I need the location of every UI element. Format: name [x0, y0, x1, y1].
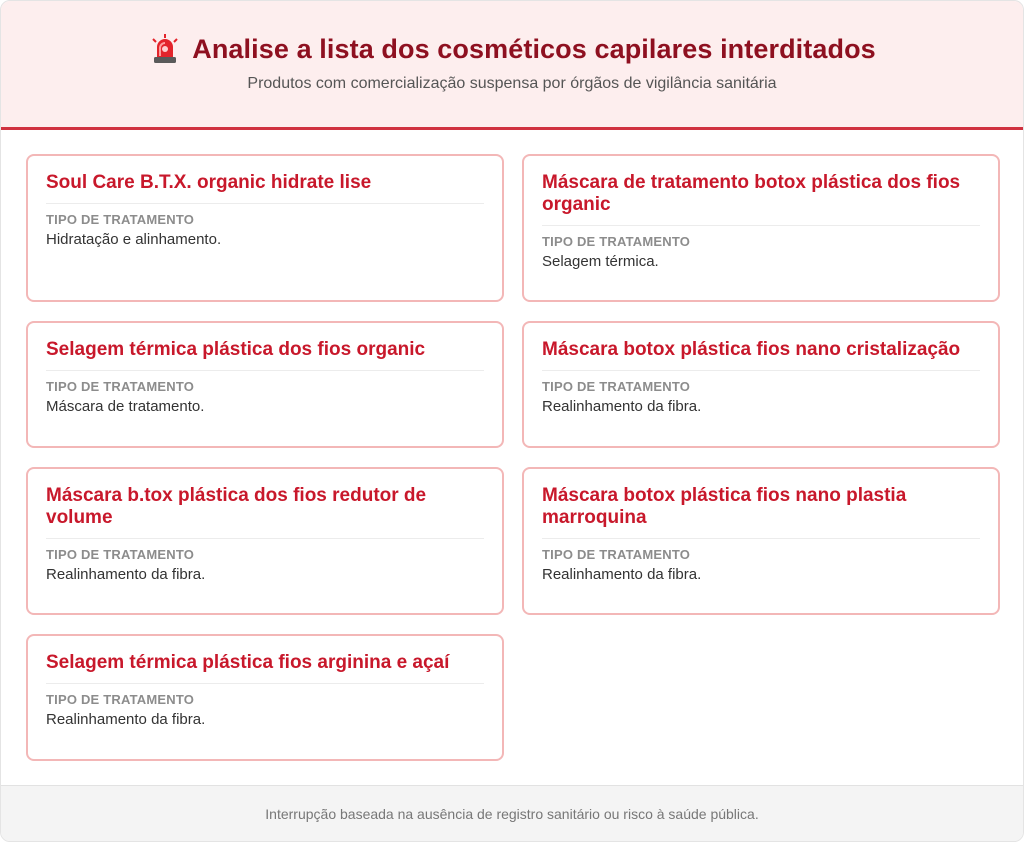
product-name: Máscara de tratamento botox plástica dos fios organic [542, 172, 980, 226]
product-card [26, 634, 504, 761]
page-header [1, 1, 1023, 130]
field-label: TIPO DE TRATAMENTO [46, 379, 195, 394]
treatment-value: Realinhamento da fibra. [46, 566, 206, 583]
product-name: Selagem térmica plástica fios arginina e açaí [46, 652, 484, 684]
product-name: Máscara botox plástica fios nano plastia marroquina [542, 485, 980, 539]
field-label: TIPO DE TRATAMENTO [46, 547, 195, 562]
product-card [522, 321, 1000, 448]
field-label: TIPO DE TRATAMENTO [542, 234, 691, 249]
treatment-value: Hidratação e alinhamento. [46, 231, 222, 248]
product-card [26, 321, 504, 448]
product-card [522, 467, 1000, 615]
treatment-value: Realinhamento da fibra. [46, 711, 206, 728]
product-name: Máscara botox plástica fios nano cristalização [542, 339, 980, 371]
product-card [522, 154, 1000, 302]
footer-note: Interrupção baseada na ausência de registro sanitário ou risco à saúde pública. [265, 805, 759, 822]
treatment-value: Máscara de tratamento. [46, 398, 205, 415]
treatment-value: Selagem térmica. [542, 253, 659, 270]
page-title: Analise a lista dos cosméticos capilares interditados [192, 33, 876, 64]
treatment-value: Realinhamento da fibra. [542, 566, 702, 583]
field-label: TIPO DE TRATAMENTO [46, 692, 195, 707]
treatment-value: Realinhamento da fibra. [542, 398, 702, 415]
product-name: Máscara b.tox plástica dos fios redutor de volume [46, 485, 484, 539]
page-footer [1, 785, 1023, 841]
product-card [26, 154, 504, 302]
field-label: TIPO DE TRATAMENTO [542, 547, 691, 562]
product-name: Soul Care B.T.X. organic hidrate lise [46, 172, 484, 204]
field-label: TIPO DE TRATAMENTO [46, 212, 195, 227]
field-label: TIPO DE TRATAMENTO [542, 379, 691, 394]
title-row [1, 31, 1023, 67]
product-card [26, 467, 504, 615]
page-subtitle: Produtos com comercialização suspensa por órgãos de vigilância sanitária [247, 75, 777, 92]
siren-icon [148, 32, 182, 66]
product-name: Selagem térmica plástica dos fios organic [46, 339, 484, 371]
